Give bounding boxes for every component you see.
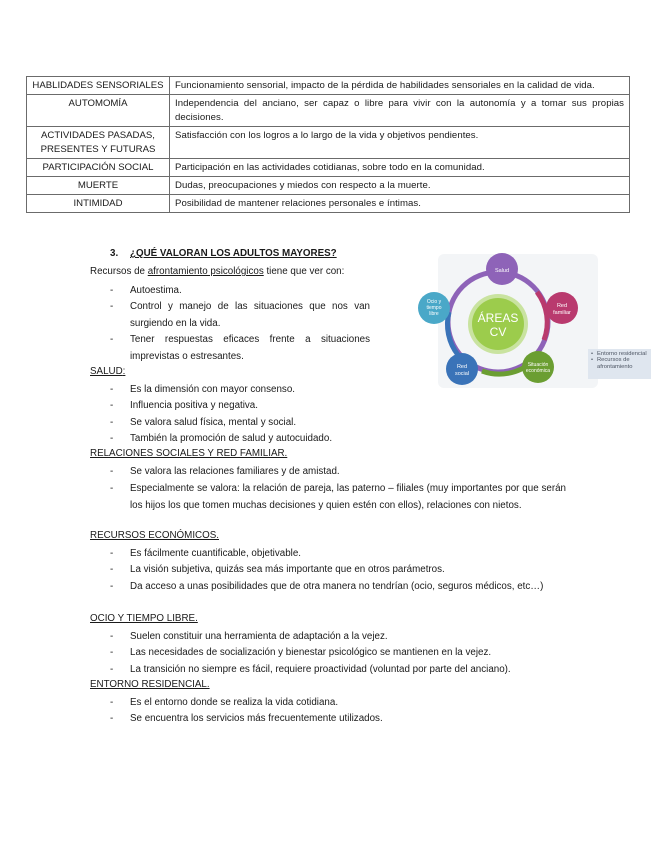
subheading-entorno: ENTORNO RESIDENCIAL. — [90, 679, 210, 690]
list-item-text: Control y manejo de las situaciones que nos van surgiendo en la vida. — [130, 301, 370, 329]
table-value: Independencia del anciano, ser capaz o libre para vivir con la autonomía y a tomar sus propias decisiones. — [170, 95, 630, 127]
center-label: CV — [489, 325, 507, 339]
subheading-colon: : — [122, 366, 126, 377]
table-value: Funcionamiento sensorial, impacto de la pérdida de habilidades sensoriales en la calidad de vida. — [170, 77, 630, 95]
list-item-text: Se valora salud física, mental y social. — [130, 417, 297, 428]
diagram-legend — [588, 349, 651, 379]
quality-of-life-table — [26, 76, 630, 213]
node-label: Salud — [494, 268, 510, 274]
table-value: Satisfacción con los logros a lo largo de la vida y objetivos pendientes. — [170, 127, 630, 159]
table-key: ACTIVIDADES PASADAS, PRESENTES Y FUTURAS — [27, 127, 170, 159]
table-row — [27, 95, 630, 127]
dash-bullet: - — [110, 564, 114, 575]
subheading-text: SALUD — [90, 366, 123, 377]
list-item-text: Se valora las relaciones familiares y de amistad. — [130, 466, 340, 477]
dash-bullet: - — [110, 664, 114, 675]
dash-bullet: - — [110, 334, 114, 345]
list-item-text: La visión subjetiva, quizás sea más importante que en otros parámetros. — [130, 564, 445, 575]
list-item-text: Influencia positiva y negativa. — [130, 400, 258, 411]
list-item-text: La transición no siempre es fácil, requiere proactividad (voluntad por parte del anciano). — [130, 664, 511, 675]
table-value: Dudas, preocupaciones y miedos con respecto a la muerte. — [170, 177, 630, 195]
node-label: económica — [525, 368, 551, 374]
list-item-text: Es el entorno donde se realiza la vida cotidiana. — [130, 697, 339, 708]
node-label: Situación — [527, 362, 549, 368]
list-item-text: También la promoción de salud y autocuidado. — [130, 433, 333, 444]
table-key: AUTOMOMÍA — [27, 95, 170, 127]
node-label: Red — [456, 364, 468, 370]
table-value: Participación en las actividades cotidianas, sobre todo en la comunidad. — [170, 159, 630, 177]
dash-bullet: - — [110, 466, 114, 477]
dash-bullet: - — [110, 697, 114, 708]
node-label: Red — [556, 303, 568, 309]
table-row — [27, 195, 630, 213]
table-key: HABLIDADES SENSORIALES — [27, 77, 170, 95]
subheading-relaciones: RELACIONES SOCIALES Y RED FAMILIAR. — [90, 448, 288, 459]
list-item-text: Suelen constituir una herramienta de adaptación a la vejez. — [130, 631, 388, 642]
dash-bullet: - — [110, 581, 114, 592]
table-row — [27, 127, 630, 159]
subheading-recursos: RECURSOS ECONÓMICOS. — [90, 530, 220, 541]
section-title: ¿QUÉ VALORAN LOS ADULTOS MAYORES? — [130, 248, 337, 259]
table-value: Posibilidad de mantener relaciones personales e íntimas. — [170, 195, 630, 213]
dash-bullet: - — [110, 548, 114, 559]
dash-bullet: - — [110, 433, 114, 444]
dash-bullet: - — [110, 417, 114, 428]
legend-item: • Recursos de afrontamiento — [591, 357, 651, 370]
node-label: social — [454, 371, 470, 377]
section-heading — [110, 248, 337, 259]
subheading-ocio: OCIO Y TIEMPO LIBRE. — [90, 613, 198, 624]
center-label: ÁREAS — [477, 311, 519, 325]
dash-bullet: - — [110, 713, 114, 724]
list-item-text: Es la dimensión con mayor consenso. — [130, 384, 295, 395]
dash-bullet: - — [110, 647, 114, 658]
list-item-text: Especialmente se valora: la relación de pareja, las paterno – filiales (muy importantes por que serán los hijos los que tomen muchas decisiones y quien estén con ellos), relaciones con nietos. — [130, 483, 566, 511]
table-row — [27, 159, 630, 177]
table-row — [27, 177, 630, 195]
dash-bullet: - — [110, 384, 114, 395]
table-row — [27, 77, 630, 95]
dash-bullet: - — [110, 285, 114, 296]
dash-bullet: - — [110, 400, 114, 411]
intro-underlined: afrontamiento psicológicos — [147, 266, 264, 277]
list-item-text: Da acceso a unas posibilidades que de otra manera no tendrían (ocio, seguros médicos, etc…) — [130, 581, 544, 592]
list-item-text: Autoestima. — [130, 285, 182, 296]
table-key: PARTICIPACIÓN SOCIAL — [27, 159, 170, 177]
list-item-text: Es fácilmente cuantificable, objetivable. — [130, 548, 301, 559]
list-item-text: Tener respuestas eficaces frente a situaciones imprevistas o estresantes. — [130, 334, 370, 362]
node-label: Ocio y — [426, 299, 442, 305]
legend-item: • Entorno residencial — [591, 351, 651, 357]
dash-bullet: - — [110, 631, 114, 642]
node-label: tiempo — [426, 305, 442, 311]
list-item-text: Las necesidades de socialización y bienestar psicológico se mantienen en la vejez. — [130, 647, 492, 658]
node-label: familiar — [553, 310, 571, 316]
intro-text — [90, 266, 344, 277]
intro-post: tiene que ver con: — [263, 266, 345, 277]
section-number: 3. — [110, 248, 119, 259]
dash-bullet: - — [110, 301, 114, 312]
node-label: libre — [429, 311, 439, 317]
dash-bullet: - — [110, 483, 114, 494]
list-item-text: Se encuentra los servicios más frecuentemente utilizados. — [130, 713, 383, 724]
table-key: MUERTE — [27, 177, 170, 195]
table-key: INTIMIDAD — [27, 195, 170, 213]
intro-pre: Recursos de — [90, 266, 148, 277]
subheading-salud — [90, 366, 125, 377]
